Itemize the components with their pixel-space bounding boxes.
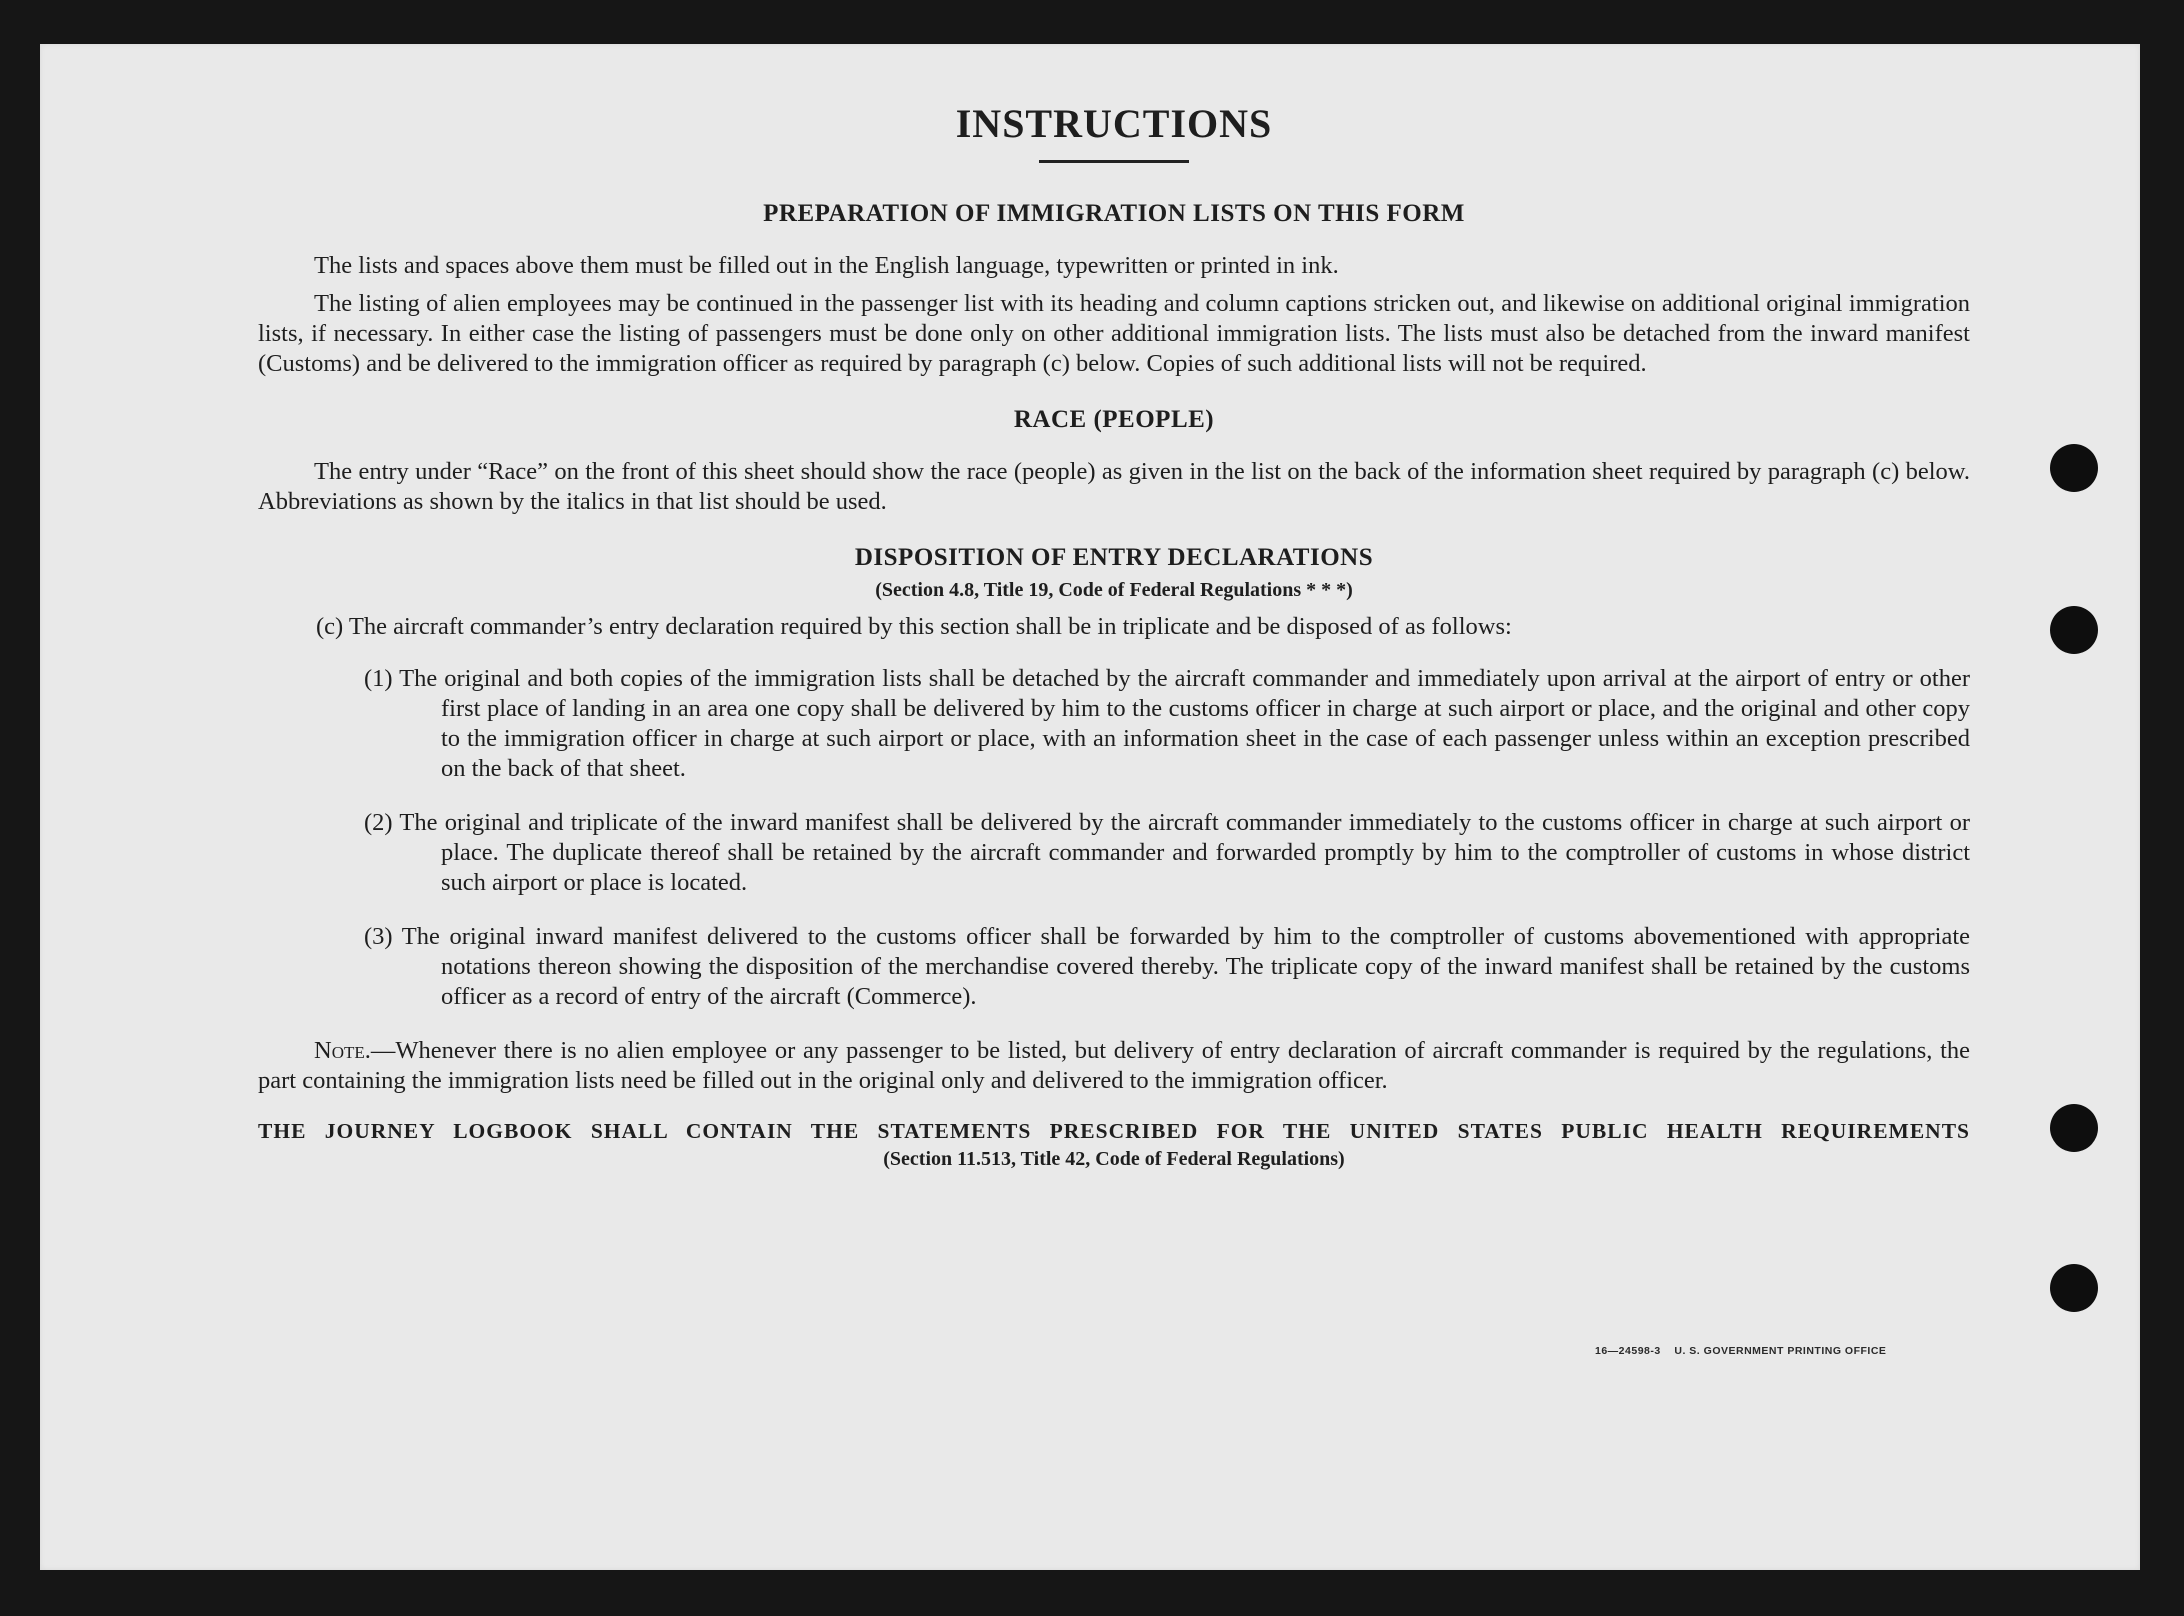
preparation-paragraph-1: The lists and spaces above them must be filled out in the English language, typewritten or printed in ink. bbox=[314, 252, 1339, 279]
race-paragraph: The entry under “Race” on the front of this sheet should show the race (people) as given in the list on the back of the information sheet required by paragraph (c) below. Abbreviations as shown by the italics in that list should be used. bbox=[258, 458, 1970, 515]
note-paragraph bbox=[258, 1036, 1970, 1096]
disposition-item-2: (2) The original and triplicate of the inward manifest shall be delivered by the aircraft commander immediately to the customs officer in charge at such airport or place. The duplicate thereof shall be retained by the aircraft commander and forwarded promptly by him to the comptroller of customs in whose district such airport or place is located. bbox=[364, 809, 1970, 896]
printing-office: U. S. GOVERNMENT PRINTING OFFICE bbox=[1674, 1345, 1887, 1357]
punch-hole-4 bbox=[2050, 1264, 2098, 1312]
form-code: 16—24598-3 bbox=[1595, 1345, 1661, 1357]
punch-hole-3 bbox=[2050, 1104, 2098, 1152]
health-requirements-citation: (Section 11.513, Title 42, Code of Federal Regulations) bbox=[883, 1147, 1345, 1170]
printer-imprint bbox=[1595, 1345, 1886, 1357]
disposition-citation: (Section 4.8, Title 19, Code of Federal Regulations * * *) bbox=[875, 579, 1353, 601]
disposition-item-3: (3) The original inward manifest delivered to the customs officer shall be forwarded by him to the comptroller of customs abovementioned with appropriate notations thereon showing the disposition of the merchandise covered thereby. The triplicate copy of the inward manifest shall be retained by the customs officer as a record of entry of the aircraft (Commerce). bbox=[364, 923, 1970, 1010]
race-heading: RACE (PEOPLE) bbox=[1013, 406, 1215, 433]
note-text: —Whenever there is no alien employee or any passenger to be listed, but delivery of entry declaration of aircraft commander is required by the regulations, the part containing the immigration lists need be filled out in the original only and delivered to the immigration officer. bbox=[258, 1037, 1970, 1094]
punch-hole-2 bbox=[2050, 606, 2098, 654]
disposition-heading: DISPOSITION OF ENTRY DECLARATIONS bbox=[854, 544, 1374, 571]
punch-hole-1 bbox=[2050, 444, 2098, 492]
instructions-body bbox=[258, 100, 1970, 1171]
preparation-heading: PREPARATION OF IMMIGRATION LISTS ON THIS FORM bbox=[763, 200, 1465, 227]
title-underline bbox=[1039, 160, 1189, 163]
document-page bbox=[40, 44, 2140, 1570]
disposition-intro: (c) The aircraft commander’s entry declaration required by this section shall be in triplicate and be disposed of as follows: bbox=[316, 613, 1512, 640]
note-lead: Note. bbox=[314, 1037, 371, 1064]
disposition-item-1: (1) The original and both copies of the immigration lists shall be detached by the aircraft commander and immediately upon arrival at the airport of entry or other first place of landing in an area one copy shall be delivered by him to the customs officer in charge at such airport or place, and the original and other copy to the immigration officer in charge at such airport or place, with an information sheet in the case of each passenger unless within an exception prescribed on the back of that sheet. bbox=[364, 665, 1970, 782]
page-title: INSTRUCTIONS bbox=[955, 101, 1273, 146]
health-requirements-statement: THE JOURNEY LOGBOOK SHALL CONTAIN THE STATEMENTS PRESCRIBED FOR THE UNITED STATES PUBLIC HEALTH REQUIREMENTS bbox=[258, 1119, 1970, 1143]
preparation-paragraph-2: The listing of alien employees may be continued in the passenger list with its heading and column captions stricken out, and likewise on additional original immigration lists, if necessary. In either case the listing of passengers must be done only on other additional immigration lists. The lists must also be detached from the inward manifest (Customs) and be delivered to the immigration officer as required by paragraph (c) below. Copies of such additional lists will not be required. bbox=[258, 290, 1970, 377]
